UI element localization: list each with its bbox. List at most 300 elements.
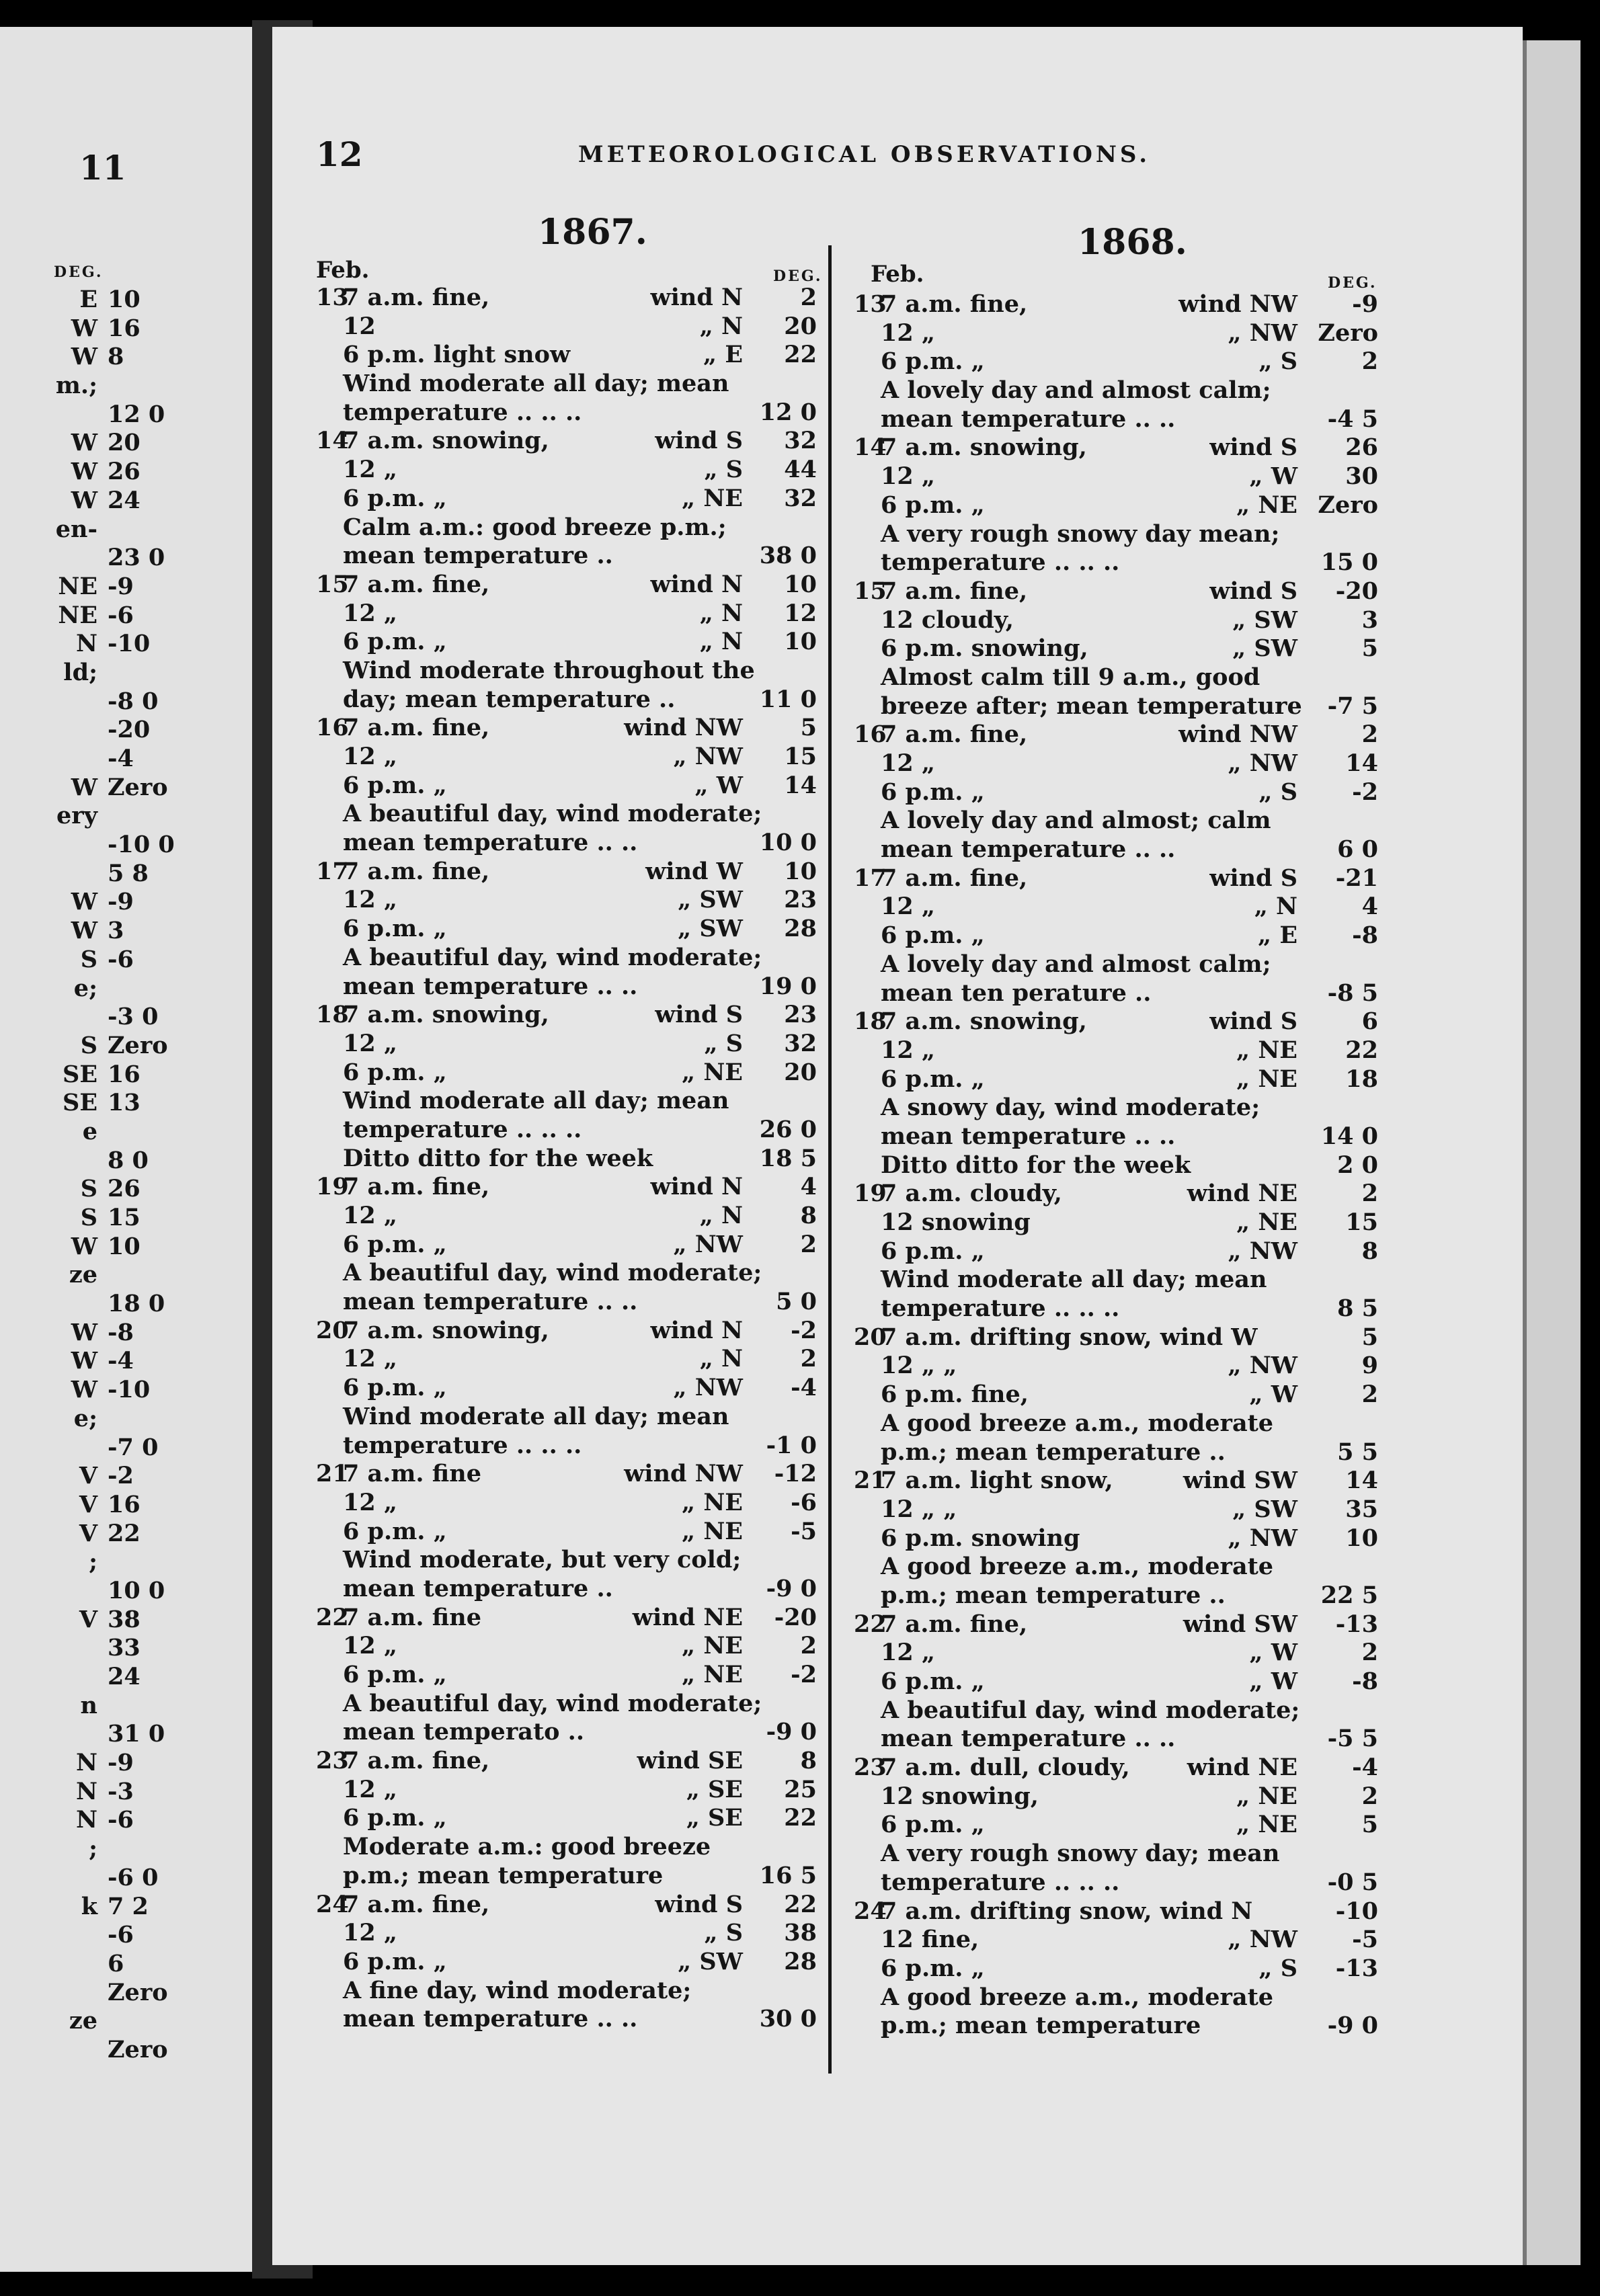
degree-cell: 14 0 <box>1320 1122 1378 1150</box>
degree-cell: 23 <box>784 1001 817 1029</box>
observation-text: temperature .. .. .. <box>343 1115 582 1143</box>
left-line <box>0 1032 252 1061</box>
left-line <box>0 1634 252 1663</box>
running-header: METEOROLOGICAL OBSERVATIONS. <box>578 141 1151 168</box>
table-row <box>854 1639 1378 1668</box>
degree-cell: 22 <box>1345 1036 1378 1064</box>
degree-cell: 26 <box>1345 434 1378 462</box>
wind-cell: wind S <box>655 1001 743 1029</box>
page-edge <box>1523 40 1581 2265</box>
wind-cell: wind S <box>1209 434 1297 462</box>
observation-text: 7 a.m. fine, <box>343 714 490 742</box>
observation-text: A snowy day, wind moderate; <box>881 1094 1261 1122</box>
table-row <box>854 1840 1378 1869</box>
observation-text: mean ten perature .. <box>881 979 1152 1007</box>
observation-text: 7 a.m. drifting snow, wind N <box>881 1897 1253 1925</box>
degree-cell: 5 <box>1361 1811 1378 1839</box>
day-cell: 23 <box>316 1747 349 1775</box>
observation-text: 7 a.m. fine, <box>881 1610 1028 1638</box>
observation-text: A lovely day and almost calm; <box>881 376 1271 405</box>
day-cell: 23 <box>854 1754 887 1782</box>
left-page-number: 11 <box>79 148 126 188</box>
table-row <box>316 1059 817 1088</box>
table-row <box>316 1862 817 1891</box>
observation-text: 7 a.m. drifting snow, wind W <box>881 1323 1258 1351</box>
degree-cell: 2 <box>800 1632 817 1660</box>
month-1868: Feb. <box>871 261 924 288</box>
left-line-value: 33 <box>108 1634 141 1662</box>
left-line <box>0 1290 252 1319</box>
left-line-value: 24 <box>108 1663 141 1690</box>
observation-text: mean temperature .. .. <box>881 405 1176 433</box>
table-row <box>316 1891 817 1920</box>
left-line-value: Zero <box>108 1978 168 2006</box>
left-line-text: ery <box>56 802 97 830</box>
table-row <box>316 341 817 370</box>
day-cell: 17 <box>316 857 349 885</box>
table-row <box>316 1575 817 1604</box>
day-cell: 21 <box>854 1467 887 1495</box>
observation-text: Wind moderate all day; mean <box>343 1402 729 1430</box>
table-row <box>316 1317 817 1346</box>
observation-text: 6 p.m. „ <box>881 921 985 950</box>
left-line <box>0 630 252 659</box>
left-line-text: W <box>71 917 97 945</box>
table-row <box>316 628 817 657</box>
observation-text: A lovely day and almost calm; <box>881 950 1271 978</box>
left-line-value: 16 <box>108 314 141 342</box>
degree-cell: -7 5 <box>1327 692 1378 720</box>
left-deg-header: DEG. <box>54 263 104 281</box>
table-row <box>316 542 817 571</box>
wind-cell: „ SW <box>1232 634 1297 663</box>
observation-text: 7 a.m. fine <box>343 1460 481 1488</box>
degree-cell: 35 <box>1345 1495 1378 1523</box>
observation-text: A beautiful day, wind moderate; <box>343 800 762 828</box>
degree-cell: -5 <box>1352 1926 1378 1954</box>
left-line <box>0 1606 252 1635</box>
observation-text: temperature .. .. .. <box>343 398 582 426</box>
observation-text: 6 p.m. „ <box>881 347 985 376</box>
observation-text: mean temperature .. .. <box>343 2005 638 2033</box>
degree-cell: 32 <box>784 427 817 455</box>
left-line-text: ld; <box>63 658 97 686</box>
wind-cell: „ NE <box>682 1488 743 1516</box>
day-cell: 19 <box>854 1180 887 1208</box>
left-line-value: 10 0 <box>108 1576 165 1604</box>
degree-cell: -13 <box>1335 1954 1378 1982</box>
table-row <box>316 1604 817 1633</box>
left-line <box>0 516 252 544</box>
table-row <box>854 1151 1378 1180</box>
table-row <box>854 1122 1378 1151</box>
left-line-text: N <box>76 1777 97 1805</box>
wind-cell: „ S <box>704 1919 743 1947</box>
table-row <box>854 1553 1378 1582</box>
left-line-text: E <box>79 286 97 313</box>
left-line-text: m.; <box>55 372 97 400</box>
degree-cell: -8 5 <box>1327 979 1378 1007</box>
observation-text: 6 p.m. light snow <box>343 341 571 369</box>
left-line-text: NE <box>58 601 97 629</box>
left-line-value: -6 <box>108 945 134 973</box>
wind-cell: „ S <box>704 456 743 484</box>
degree-cell: 15 0 <box>1320 548 1378 577</box>
wind-cell: „ S <box>1258 347 1297 376</box>
left-line <box>0 946 252 975</box>
degree-cell: -10 <box>1335 1897 1378 1925</box>
left-line <box>0 1147 252 1176</box>
table-row <box>316 456 817 485</box>
wind-cell: „ NW <box>1228 749 1297 777</box>
table-row <box>854 1266 1378 1295</box>
left-line <box>0 1061 252 1090</box>
degree-cell: 38 0 <box>759 542 817 570</box>
left-line-value: -3 <box>108 1777 134 1805</box>
deg-header-1867: DEG. <box>773 268 823 285</box>
wind-cell: wind NW <box>1178 721 1297 749</box>
degree-cell: 23 <box>784 886 817 914</box>
left-line <box>0 2036 252 2065</box>
table-row <box>854 1524 1378 1553</box>
table-row <box>316 600 817 628</box>
degree-cell: 10 <box>784 857 817 885</box>
observation-text: 12 „ <box>343 1345 398 1373</box>
degree-cell: -12 <box>774 1460 817 1488</box>
wind-cell: wind N <box>650 1316 743 1344</box>
observation-text: 6 p.m. fine, <box>881 1381 1029 1409</box>
observation-text: 12 „ „ <box>881 1352 957 1380</box>
degree-cell: 10 <box>784 628 817 656</box>
observation-text: breeze after; mean temperature <box>881 692 1302 720</box>
degree-cell: 5 0 <box>776 1288 817 1316</box>
table-row <box>854 376 1378 405</box>
table-row <box>854 1237 1378 1266</box>
observation-text: 12 snowing <box>881 1208 1031 1236</box>
day-cell: 18 <box>316 1001 349 1029</box>
left-line <box>0 286 252 315</box>
table-row <box>316 514 817 542</box>
observation-text: p.m.; mean temperature .. <box>881 1438 1226 1466</box>
table-row <box>854 807 1378 835</box>
table-row <box>316 657 817 686</box>
degree-cell: 18 5 <box>759 1144 817 1172</box>
degree-cell: Zero <box>1318 491 1378 519</box>
observation-text: 12 „ <box>343 1919 398 1947</box>
degree-cell: 14 <box>1345 1467 1378 1495</box>
left-page-lines <box>0 286 252 2065</box>
degree-cell: -4 <box>1352 1754 1378 1782</box>
left-line <box>0 1950 252 1979</box>
observation-text: Wind moderate, but very cold; <box>343 1546 742 1574</box>
wind-cell: wind S <box>655 427 743 455</box>
degree-cell: 2 <box>1361 1180 1378 1208</box>
degree-cell: 15 <box>1345 1208 1378 1236</box>
degree-cell: 11 0 <box>759 685 817 713</box>
table-row <box>854 950 1378 979</box>
degree-cell: 2 <box>1361 1381 1378 1409</box>
degree-cell: -8 <box>1352 1668 1378 1695</box>
observation-text: 6 p.m. snowing <box>881 1524 1080 1552</box>
table-row <box>316 1489 817 1518</box>
table-row <box>854 1381 1378 1409</box>
observation-text: Wind moderate all day; mean <box>881 1266 1267 1294</box>
table-row <box>316 1288 817 1317</box>
table-row <box>316 1460 817 1489</box>
left-line-value: -10 <box>108 1376 151 1404</box>
degree-cell: -13 <box>1335 1610 1378 1638</box>
left-line-text: W <box>71 1232 97 1260</box>
degree-cell: 16 5 <box>759 1861 817 1889</box>
table-row <box>854 1180 1378 1208</box>
degree-cell: 44 <box>784 456 817 484</box>
day-cell: 16 <box>854 721 887 749</box>
day-cell: 15 <box>316 570 349 598</box>
wind-cell: wind NE <box>1187 1754 1297 1782</box>
left-line <box>0 975 252 1003</box>
wind-cell: „ NW <box>673 1230 743 1258</box>
wind-cell: wind S <box>1209 1008 1297 1036</box>
degree-cell: 5 <box>1361 634 1378 663</box>
left-line <box>0 1204 252 1233</box>
observation-text: A good breeze a.m., moderate <box>881 1553 1274 1581</box>
left-line-value: 26 <box>108 458 141 486</box>
left-line-value: Zero <box>108 2035 168 2063</box>
observation-text: mean temperature .. .. <box>881 1122 1176 1150</box>
wind-cell: „ W <box>1249 462 1297 491</box>
observation-text: 7 a.m. fine, <box>881 864 1028 892</box>
left-line-text: ; <box>89 1835 97 1863</box>
wind-cell: „ W <box>1249 1668 1297 1695</box>
table-row <box>854 434 1378 462</box>
degree-cell: 2 <box>800 284 817 311</box>
table-row <box>854 2012 1378 2041</box>
left-line-value: 5 8 <box>108 859 149 887</box>
table-row <box>316 2005 817 2034</box>
observation-text: Ditto ditto for the week <box>881 1151 1191 1179</box>
wind-cell: wind SW <box>1183 1467 1297 1495</box>
day-cell: 18 <box>854 1008 887 1036</box>
degree-cell: -1 0 <box>766 1431 817 1459</box>
left-line <box>0 1434 252 1463</box>
left-line <box>0 1979 252 2008</box>
wind-cell: wind SW <box>1183 1610 1297 1638</box>
degree-cell: -5 5 <box>1327 1725 1378 1753</box>
observation-text: 7 a.m. fine <box>343 1603 481 1631</box>
observation-text: 6 p.m. „ <box>881 1811 985 1839</box>
left-line <box>0 888 252 917</box>
table-row <box>316 1403 817 1432</box>
wind-cell: „ NE <box>1236 491 1297 519</box>
left-line-value: 22 <box>108 1519 141 1547</box>
observation-text: 12 snowing, <box>881 1782 1039 1810</box>
day-cell: 17 <box>854 864 887 892</box>
wind-cell: „ N <box>699 1202 743 1229</box>
wind-cell: wind SE <box>637 1747 743 1775</box>
left-line-value: 16 <box>108 1490 141 1518</box>
observation-text: 6 p.m. „ <box>343 1947 447 1975</box>
observation-text: 6 p.m. „ <box>343 1230 447 1258</box>
degree-cell: 10 <box>784 570 817 598</box>
left-line <box>0 1692 252 1721</box>
left-line <box>0 372 252 401</box>
day-cell: 20 <box>854 1323 887 1351</box>
left-line-value: Zero <box>108 773 168 801</box>
table-row <box>316 1546 817 1575</box>
observation-text: A beautiful day, wind moderate; <box>343 1259 762 1287</box>
observation-text: 12 „ <box>343 599 398 627</box>
wind-cell: „ NE <box>1236 1782 1297 1810</box>
month-1867: Feb. <box>316 257 370 284</box>
wind-cell: „ SE <box>686 1775 743 1803</box>
degree-cell: 22 <box>784 1890 817 1918</box>
column-1868 <box>854 290 1378 2041</box>
left-line-value: 10 <box>108 286 141 313</box>
wind-cell: „ W <box>1249 1639 1297 1667</box>
table-row <box>854 1438 1378 1467</box>
left-line-text: W <box>71 1376 97 1404</box>
table-row <box>316 1747 817 1776</box>
observation-text: 12 „ <box>881 319 936 347</box>
left-line-text: n <box>80 1691 97 1719</box>
day-cell: 15 <box>854 577 887 605</box>
table-row <box>316 1632 817 1661</box>
degree-cell: 8 <box>1361 1237 1378 1265</box>
table-row <box>854 1897 1378 1926</box>
table-row <box>854 347 1378 376</box>
table-row <box>854 319 1378 348</box>
table-row <box>854 634 1378 663</box>
wind-cell: „ NE <box>682 1661 743 1688</box>
day-cell: 14 <box>854 434 887 462</box>
observation-text: 7 a.m. snowing, <box>343 1316 549 1344</box>
wind-cell: wind N <box>650 570 743 598</box>
left-line-text: ze <box>69 1261 97 1289</box>
table-row <box>316 1690 817 1719</box>
observation-text: A good breeze a.m., moderate <box>881 1983 1274 2011</box>
degree-cell: 2 <box>1361 721 1378 749</box>
degree-cell: -6 <box>791 1488 817 1516</box>
observation-text: 6 p.m. „ <box>881 1954 985 1982</box>
wind-cell: „ NW <box>673 1374 743 1402</box>
left-line-value: 23 0 <box>108 544 165 572</box>
table-row <box>316 1374 817 1403</box>
wind-cell: „ NW <box>1228 1524 1297 1552</box>
left-line <box>0 1319 252 1348</box>
table-row <box>854 1352 1378 1381</box>
table-row <box>316 1145 817 1174</box>
table-row <box>854 749 1378 778</box>
table-row <box>316 399 817 427</box>
observation-text: 6 p.m. „ <box>881 1065 985 1093</box>
wind-cell: „ SE <box>686 1804 743 1832</box>
observation-text: 12 „ <box>343 1775 398 1803</box>
observation-text: Ditto ditto for the week <box>343 1144 653 1172</box>
left-line-value: 10 <box>108 1232 141 1260</box>
table-row <box>854 1036 1378 1065</box>
degree-cell: 14 <box>1345 749 1378 777</box>
observation-text: 7 a.m. fine, <box>343 857 490 885</box>
left-line-text: V <box>79 1519 97 1547</box>
left-line-text: e; <box>73 1404 97 1432</box>
observation-text: A lovely day and almost; calm <box>881 807 1271 835</box>
left-line <box>0 1462 252 1491</box>
degree-cell: 6 0 <box>1337 835 1378 864</box>
table-row <box>854 1869 1378 1897</box>
day-cell: 14 <box>316 427 349 455</box>
table-row <box>316 1518 817 1547</box>
degree-cell: -4 5 <box>1327 405 1378 433</box>
left-line <box>0 1347 252 1376</box>
left-line-text: e <box>82 1117 97 1145</box>
degree-cell: Zero <box>1318 319 1378 347</box>
left-line-text: NE <box>58 572 97 600</box>
observation-text: 12 „ <box>343 886 398 914</box>
left-line-value: 18 0 <box>108 1290 165 1318</box>
left-page-fragment <box>0 27 252 2272</box>
wind-cell: „ N <box>699 312 743 340</box>
observation-text: 7 a.m. fine, <box>343 570 490 598</box>
left-line-value: Zero <box>108 1031 168 1059</box>
left-line <box>0 1720 252 1749</box>
left-line-value: -8 <box>108 1318 134 1346</box>
degree-cell: 38 <box>784 1919 817 1947</box>
observation-text: A good breeze a.m., moderate <box>881 1409 1274 1437</box>
observation-text: Wind moderate throughout the <box>343 656 755 684</box>
wind-cell: „ W <box>694 771 743 799</box>
table-row <box>316 1116 817 1145</box>
wind-cell: „ SW <box>678 1947 743 1975</box>
deg-header-1868: DEG. <box>1328 274 1377 292</box>
left-line <box>0 716 252 745</box>
degree-cell: -9 0 <box>766 1718 817 1746</box>
degree-cell: 6 <box>1361 1008 1378 1036</box>
observation-text: 12 cloudy, <box>881 606 1014 634</box>
left-line-text: V <box>79 1605 97 1633</box>
degree-cell: 9 <box>1361 1352 1378 1380</box>
degree-cell: 12 <box>784 599 817 627</box>
degree-cell: -9 0 <box>766 1574 817 1602</box>
left-line-value: -7 0 <box>108 1433 159 1461</box>
degree-cell: 8 5 <box>1337 1295 1378 1323</box>
observation-text: day; mean temperature .. <box>343 685 676 713</box>
wind-cell: wind N <box>650 1173 743 1201</box>
degree-cell: 4 <box>1361 893 1378 921</box>
degree-cell: 15 <box>784 743 817 770</box>
wind-cell: „ NE <box>682 1517 743 1545</box>
left-line-value: -6 0 <box>108 1863 159 1891</box>
observation-text: 6 p.m. „ <box>343 1374 447 1402</box>
observation-text: Wind moderate all day; mean <box>343 1087 729 1115</box>
wind-cell: „ W <box>1249 1381 1297 1409</box>
left-line-value: 24 <box>108 486 141 514</box>
table-row <box>316 772 817 801</box>
wind-cell: „ N <box>1254 893 1297 921</box>
observation-text: 12 „ <box>881 1036 936 1064</box>
table-row <box>854 1696 1378 1725</box>
left-line-text: N <box>76 630 97 658</box>
degree-cell: 5 5 <box>1337 1438 1378 1466</box>
degree-cell: 32 <box>784 484 817 512</box>
left-line-text: W <box>71 773 97 801</box>
table-row <box>854 1983 1378 2012</box>
left-line-value: 7 2 <box>108 1892 149 1920</box>
table-row <box>316 1173 817 1202</box>
observation-text: 7 a.m. fine, <box>343 1890 490 1918</box>
left-line <box>0 1921 252 1950</box>
table-row <box>316 686 817 714</box>
table-row <box>316 944 817 973</box>
